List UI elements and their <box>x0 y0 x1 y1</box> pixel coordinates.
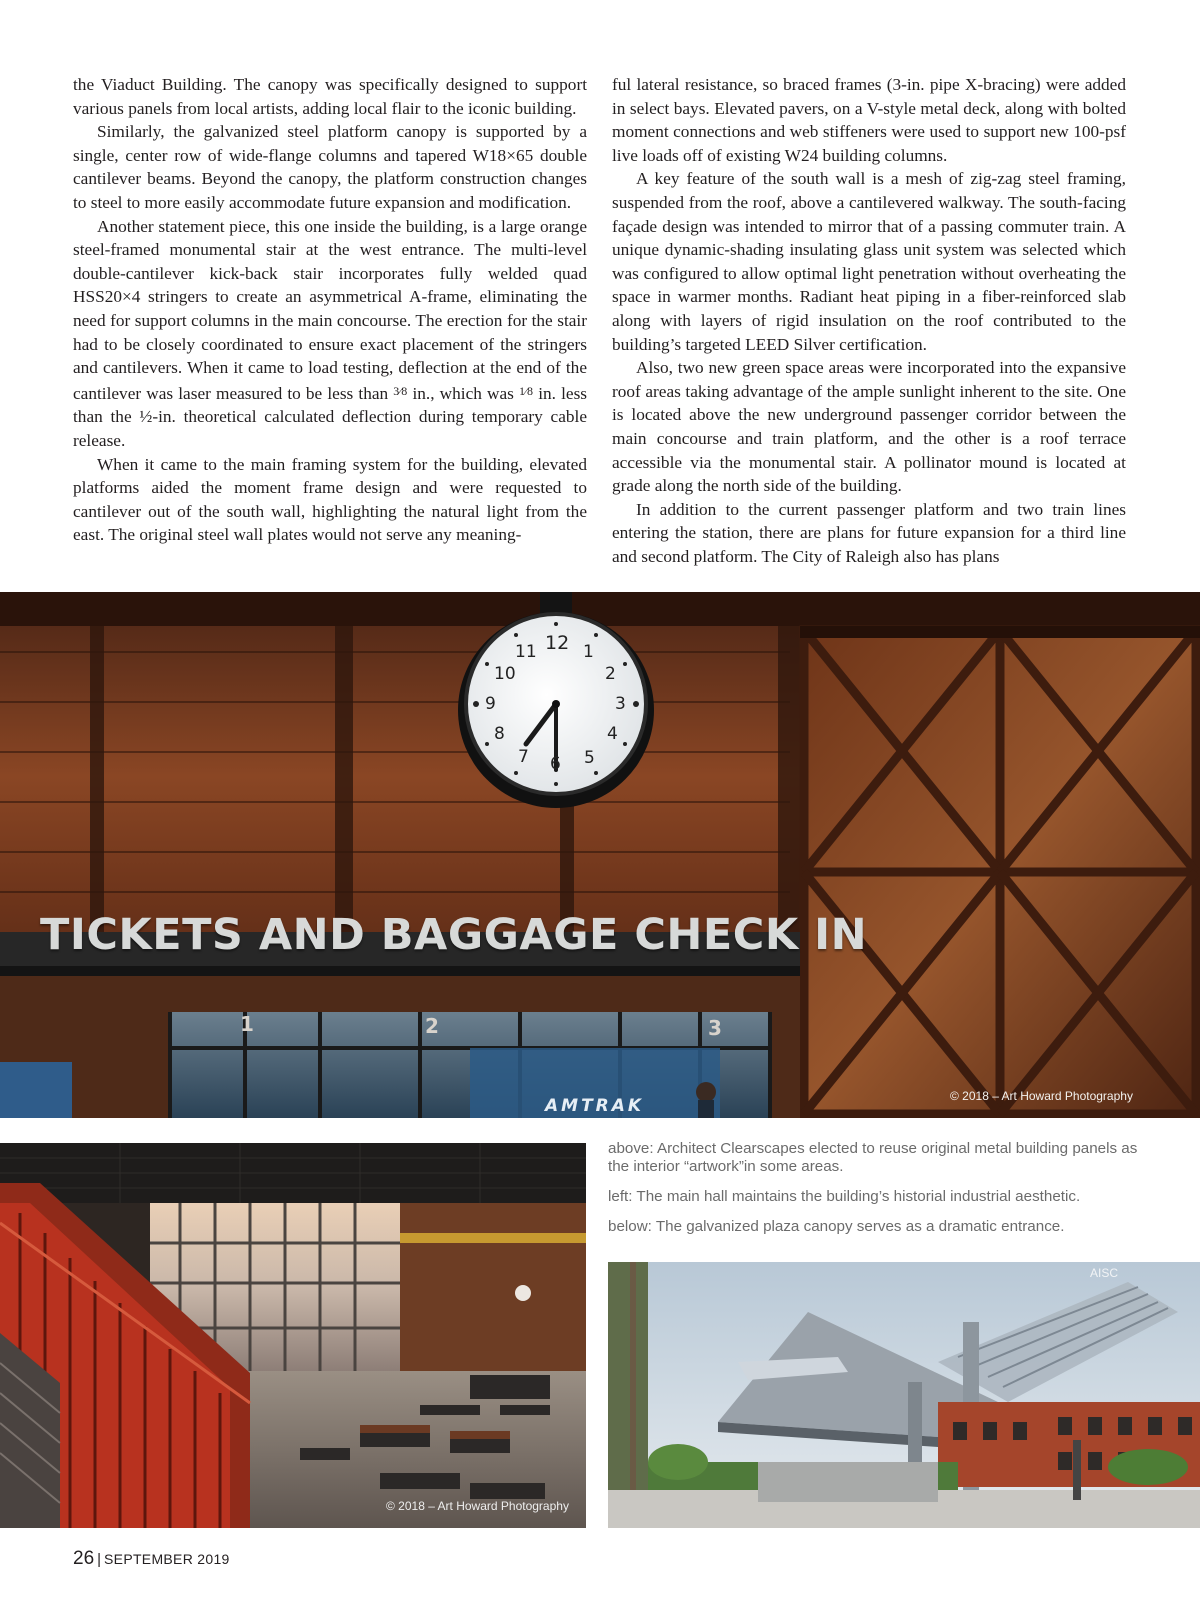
main-hall-illustration <box>0 1143 586 1528</box>
photo-main-hall <box>0 1143 586 1528</box>
door-number: 2 <box>425 1014 439 1038</box>
photo-ticket-hall <box>0 592 1200 1118</box>
ticket-hall-illustration <box>0 592 1200 1118</box>
clock-numeral: 7 <box>518 747 529 767</box>
plaza-canopy-illustration <box>608 1262 1200 1528</box>
page-number: 26 <box>73 1548 95 1569</box>
article-column-left <box>73 73 587 547</box>
paragraph: When it came to the main framing system for the building, elevated platforms aided the moment frame design and were requested to cantilever out of the south wall, highlighting the natural light from the east. The original steel wall plates would not serve any meaning- <box>73 454 587 545</box>
photo-credit: © 2018 – Art Howard Photography <box>950 1089 1133 1103</box>
photo-credit: AISC <box>1090 1266 1119 1280</box>
paragraph: the Viaduct Building. The canopy was specifically designed to support various panels from local artists, adding local flair to the iconic building. <box>73 75 587 118</box>
photo-credit: © 2018 – Art Howard Photography <box>386 1499 569 1513</box>
door-number: 3 <box>708 1016 722 1040</box>
clock-numeral: 2 <box>605 664 616 684</box>
photo-plaza-canopy <box>608 1262 1200 1528</box>
paragraph: A key feature of the south wall is a mesh of zig-zag steel framing, suspended from the roof, above a cantilevered walkway. The south-facing façade design was intended to mirror that of a passing commuter train. A unique dynamic-shading insulating glass unit system was selected which was configured to allow optimal light penetration without overheating the space in warmer months. Radiant heat piping in a fiber-reinforced slab along with layers of rigid insulation on the roof contributed to the building’s targeted LEED Silver certification. <box>612 169 1126 354</box>
article-column-right <box>612 73 1126 568</box>
clock-numeral: 4 <box>607 724 618 744</box>
clock-numeral: 8 <box>494 724 505 744</box>
paragraph: Also, two new green space areas were incorporated into the expansive roof areas taking advantage of the ample sunlight inherent to the site. One is located above the new underground passenger corridor between the main concourse and train platform, and the other is a roof terrace accessible via the monumental stair. A pollinator mound is located at grade along the north side of the building. <box>612 358 1126 496</box>
amtrak-logo: AMTRAK <box>545 1096 645 1116</box>
paragraph: ful lateral resistance, so braced frames (3-in. pipe X-bracing) were added in select bays. Elevated pavers, on a V-style metal deck, along with bolted moment connections and web stiffeners were used to support new 100-psf live loads off of existing W24 building columns. <box>612 75 1126 165</box>
caption-above: above: Architect Clearscapes elected to reuse original metal building panels as the interior “artwork”in some areas. <box>608 1140 1138 1175</box>
paragraph: In addition to the current passenger platform and two train lines entering the station, there are plans for future expansion for a third line and second platform. The City of Raleigh also has plans <box>612 499 1126 566</box>
door-number: 1 <box>240 1012 254 1036</box>
clock-numeral: 5 <box>584 748 595 768</box>
paragraph: Another statement piece, this one inside the building, is a large orange steel-framed monumental stair at the west entrance. The multi-level double-cantilever kick-back stair incorporates fully welded quad HSS20×4 stringers to create an asymmetrical A-frame, eliminating the need for support columns in the main concourse. The erection for the stair had to be closely coordinated to ensure exact placement of the stringers and cantilevers. When it came to load testing, deflection at the end of the cantilever was laser measured to be less than $^{3⁄8}$ in., which was $^{1⁄8}$ in. less than the ½-in. theoretical calculated deflection during temporary cable release. <box>73 216 588 450</box>
clock-numeral: 3 <box>615 694 626 714</box>
tickets-sign: TICKETS AND BAGGAGE CHECK IN <box>40 910 868 960</box>
issue-date: SEPTEMBER 2019 <box>104 1551 230 1567</box>
paragraph: Similarly, the galvanized steel platform canopy is supported by a single, center row of wide-flange columns and tapered W18×65 double cantilever beams. Beyond the canopy, the platform construction changes to steel to more easily accommodate future expansion and modification. <box>73 122 587 212</box>
clock-numeral: 11 <box>515 642 537 662</box>
fraction: 1⁄8 <box>519 383 534 398</box>
page-footer <box>73 1548 230 1570</box>
photo-captions <box>608 1140 1148 1248</box>
clock-numeral: 10 <box>494 664 516 684</box>
fraction: 3⁄8 <box>393 383 408 398</box>
clock-numeral: 12 <box>545 632 570 654</box>
clock-numeral: 6 <box>550 754 561 774</box>
clock-numeral: 1 <box>583 642 594 662</box>
clock-numeral: 9 <box>485 694 496 714</box>
caption-below: below: The galvanized plaza canopy serves as a dramatic entrance. <box>608 1218 1065 1235</box>
caption-left: left: The main hall maintains the building’s historial industrial aesthetic. <box>608 1188 1081 1205</box>
footer-separator: | <box>97 1551 102 1568</box>
